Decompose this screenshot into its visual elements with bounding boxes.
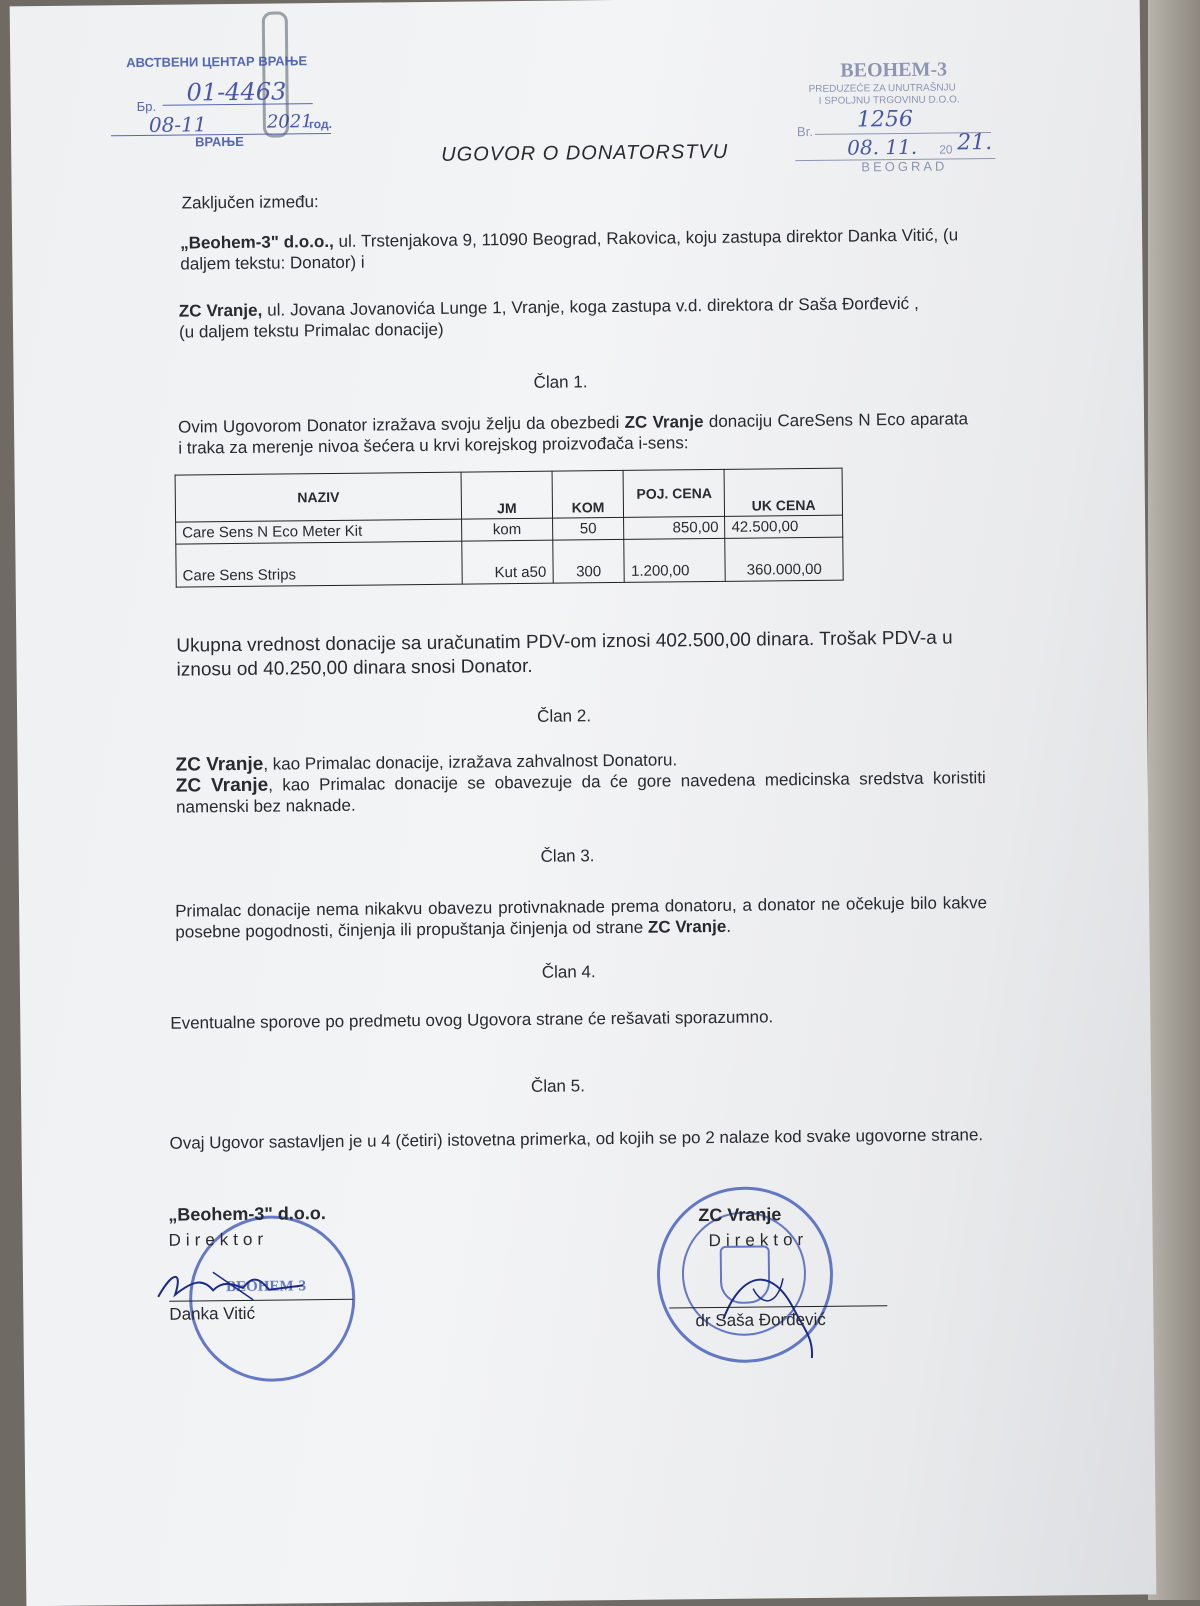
clan2-heading: Član 2. bbox=[537, 706, 592, 726]
total-text: Ukupna vrednost donacije sa uračunatim PDV-om iznosi 402.500,00 dinara. Trošak PDV-a u iznosu od 40.250,00 dinara snosi Donator. bbox=[176, 627, 953, 681]
sign-left-name: Danka Vitić bbox=[169, 1303, 256, 1324]
party-donor bbox=[180, 224, 958, 274]
cell-jm: Kut a50 bbox=[462, 540, 553, 584]
party-donor-text: ul. Trstenjakova 9, 11090 Beograd, Rakovica, koju zastupa direktor Danka Vitić, (u daljem tekstu: Donator) i bbox=[180, 225, 959, 274]
clan2-text2: , kao Primalac donacije se obavezuje da će gore navedena medicinska sredstva koristiti namenski bez naknade. bbox=[175, 768, 986, 817]
clan1-text-a: Ovim Ugovorom Donator izražava svoju želju da obezbedi bbox=[177, 412, 625, 437]
stamp-br-value: 01-4463 bbox=[186, 77, 287, 107]
sign-right-name: dr Saša Đorđević bbox=[695, 1309, 826, 1331]
document-page bbox=[10, 0, 1157, 1606]
clan3-text-body: Primalac donacije nema nikakvu obavezu protivnaknade prema donatoru, a donator ne očekuje bilo kakve posebne pogodnosti, činjenja ili propuštanja činjenja od strane bbox=[175, 893, 988, 942]
stamp-date-value: 08. 11. bbox=[847, 134, 918, 160]
cell-kom: 50 bbox=[552, 517, 624, 540]
clan2-bold1: ZC Vranje bbox=[175, 753, 264, 776]
clan1-text bbox=[178, 408, 968, 458]
clan1-bold: ZC Vranje bbox=[624, 412, 704, 432]
table-header-row bbox=[175, 468, 842, 522]
intro-text: Zaključen između: bbox=[181, 192, 319, 213]
background-edge bbox=[1148, 0, 1200, 1600]
table-row bbox=[176, 537, 843, 587]
stamp-company: BEOHEM-3 bbox=[840, 58, 948, 82]
sign-left-role: Direktor bbox=[168, 1229, 269, 1250]
header-uk-cena: UK CENA bbox=[724, 468, 842, 516]
cell-uk-cena: 360.000,00 bbox=[725, 537, 843, 581]
party-recipient-name: ZC Vranje, bbox=[178, 300, 263, 321]
clan3-end: . bbox=[726, 916, 732, 936]
stamp-date-value: 08-11 bbox=[148, 112, 207, 137]
sign-left-company: „Beohem-3" d.o.o. bbox=[168, 1203, 326, 1225]
clan4-heading: Član 4. bbox=[541, 962, 596, 982]
cell-kom: 300 bbox=[552, 539, 624, 583]
signature-right bbox=[683, 1248, 844, 1370]
clan2-text bbox=[176, 746, 987, 817]
clan2-text1: , kao Primalac donacije, izražava zahvalnost Donatoru. bbox=[263, 750, 678, 774]
stamp-br-label: Бр. bbox=[136, 98, 157, 115]
clan4-text: Eventualne sporove po predmetu ovog Ugovora strane će rešavati sporazumno. bbox=[170, 1007, 774, 1033]
clan1-heading: Član 1. bbox=[533, 372, 588, 392]
party-recipient bbox=[179, 293, 919, 343]
stamp-br-value: 1256 bbox=[856, 106, 914, 133]
clan3-text bbox=[175, 892, 987, 943]
header-naziv: NAZIV bbox=[175, 472, 462, 522]
stamp-org: АВСТВЕНИ ЦЕНТАР ВРАЊЕ bbox=[126, 53, 308, 71]
stamp-city: BEOGRAD bbox=[861, 158, 948, 175]
stamp-year-value: 21. bbox=[957, 130, 993, 156]
cell-naziv: Care Sens N Eco Meter Kit bbox=[176, 519, 462, 544]
document-title: UGOVOR O DONATORSTVU bbox=[441, 140, 729, 166]
header-jm: JM bbox=[461, 471, 552, 519]
stamp-br-label: Br. bbox=[796, 123, 813, 140]
party-recipient-text: ul. Jovana Jovanovića Lunge 1, Vranje, koga zastupa v.d. direktora dr Saša Đorđević , (u daljem tekstu Primalac donacije) bbox=[178, 293, 919, 342]
stamp-year-prefix: 20 bbox=[939, 142, 953, 157]
registry-stamp-right bbox=[790, 54, 1031, 177]
header-kom: KOM bbox=[552, 470, 624, 518]
cell-uk-cena: 42.500,00 bbox=[725, 515, 843, 538]
party-donor-name: „Beohem-3" d.o.o., bbox=[180, 231, 334, 253]
cell-jm: kom bbox=[462, 518, 553, 541]
stamp-city: ВРАЊЕ bbox=[195, 133, 244, 150]
stamp-god-label: год. bbox=[308, 116, 332, 132]
sign-right-company: ZC Vranje bbox=[698, 1204, 782, 1226]
cell-poj-cena: 1.200,00 bbox=[624, 538, 725, 582]
stamp-year-value: 2021 bbox=[266, 111, 313, 133]
registry-stamp-left bbox=[106, 49, 347, 152]
clan2-bold2: ZC Vranje bbox=[175, 774, 269, 797]
header-poj-cena: POJ. CENA bbox=[624, 469, 725, 517]
clan5-heading: Član 5. bbox=[530, 1076, 585, 1096]
cell-naziv: Care Sens Strips bbox=[176, 541, 463, 587]
clan1-text-b: donaciju CareSens N Eco aparata i traka za merenje nivoa šećera u krvi korejskog proizvođača i-sens: bbox=[178, 409, 969, 458]
clan5-text: Ovaj Ugovor sastavljen je u 4 (četiri) istovetna primerka, od kojih se po 2 nalaze kod svake ugovorne strane. bbox=[169, 1125, 984, 1153]
sign-right-role: Direktor bbox=[708, 1230, 809, 1251]
cell-poj-cena: 850,00 bbox=[624, 516, 725, 539]
seal-beohem-text: BEOHEM-3 bbox=[225, 1278, 307, 1296]
donation-table bbox=[175, 468, 844, 588]
stamp-line2: I SPOLJNU TRGOVINU D.O.O. bbox=[818, 94, 960, 107]
clan3-heading: Član 3. bbox=[540, 846, 595, 866]
clan3-bold: ZC Vranje bbox=[647, 916, 727, 937]
stamp-line1: PREDUZEĆE ZA UNUTRAŠNJU bbox=[808, 82, 956, 95]
